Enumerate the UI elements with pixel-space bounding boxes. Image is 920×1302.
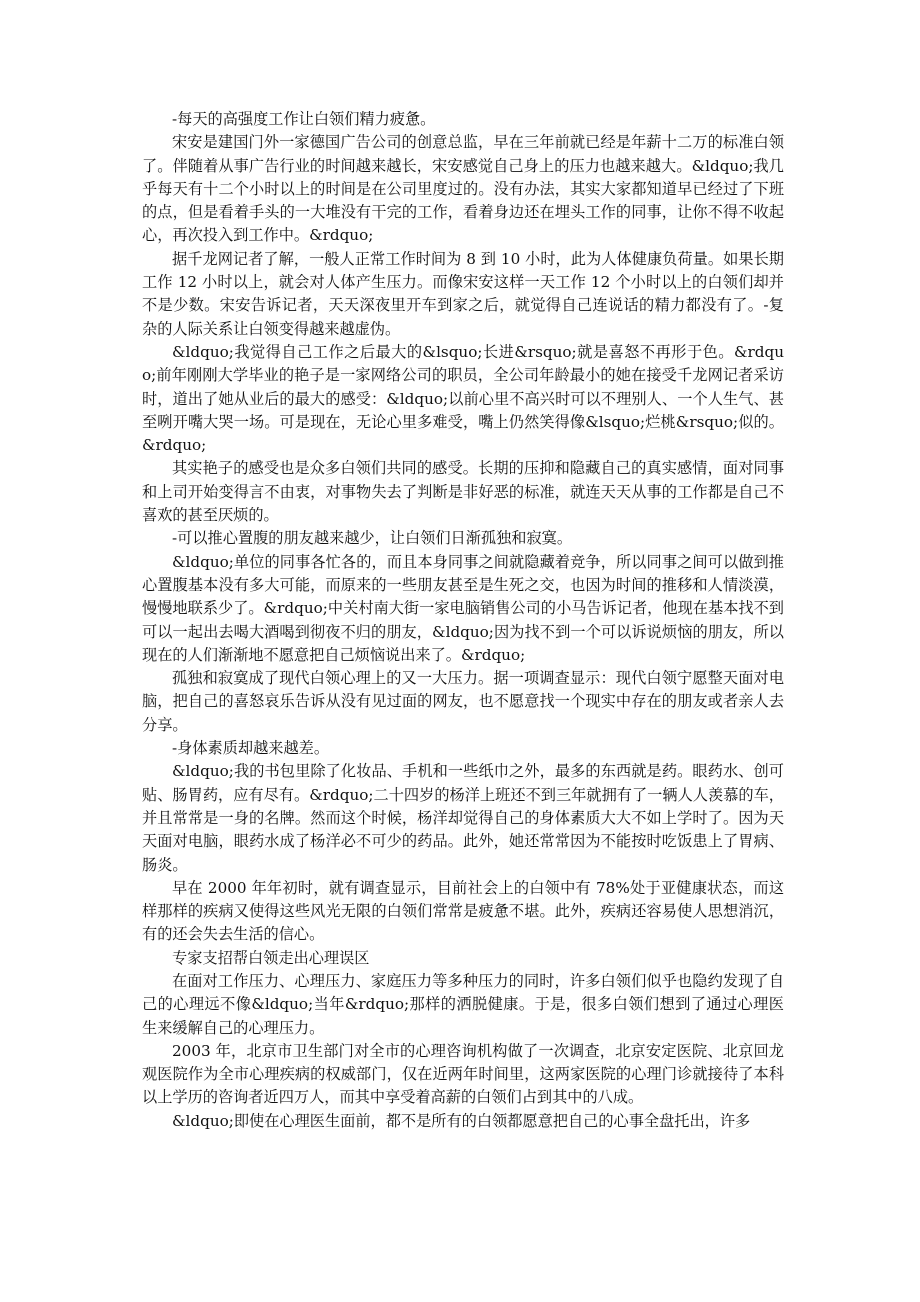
paragraph-8: 孤独和寂寞成了现代白领心理上的又一大压力。据一项调查显示：现代白领宁愿整天面对电脑，把自己的喜怒哀乐告诉从没有见过面的网友，也不愿意找一个现实中存在的朋友或者亲人去分享。 bbox=[142, 669, 784, 734]
document-body bbox=[142, 108, 784, 1133]
paragraph-1: -每天的高强度工作让白领们精力疲惫。 bbox=[172, 110, 436, 128]
paragraph-3: 据千龙网记者了解，一般人正常工作时间为 8 到 10 小时，此为人体健康负荷量。如果长期工作 12 小时以上，就会对人体产生压力。而像宋安这样一天工作 12 个小时以上的白领们却并不是少数。宋安告诉记者，天天深夜里开车到家之后，就觉得自己连说话的精力都没有了。-复杂的人际关系让白领变得越来越虚伪。 bbox=[142, 249, 784, 338]
section-heading-friends: -可以推心置腹的朋友越来越少，让白领们日渐孤独和寂寞。 bbox=[172, 529, 573, 548]
paragraph-4: &ldquo;我觉得自己工作之后最大的&lsquo;长进&rsquo;就是喜怒不再形于色。&rdquo;前年刚刚大学毕业的艳子是一家网络公司的职员，全公司年龄最小的她在接受千龙网记者采访时，道出了她从业后的最大的感受：&ldquo;以前心里不高兴时可以不理别人、一个人生气、甚至咧开嘴大哭一场。可是现在，无论心里多难受，嘴上仍然笑得像&lsquo;烂桃&rsquo;似的。&rdquo; bbox=[142, 342, 784, 455]
paragraph-15: &ldquo;即使在心理医生面前，都不是所有的白领都愿意把自己的心事全盘托出，许多 bbox=[172, 1111, 751, 1130]
paragraph-14: 2003 年，北京市卫生部门对全市的心理咨询机构做了一次调查，北京安定医院、北京回龙观医院作为全市心理疾病的权威部门，仅在近两年时间里，这两家医院的心理门诊就接待了本科以上学历的咨询者近四万人，而其中享受着高薪的白领们占到其中的八成。 bbox=[142, 1041, 784, 1107]
paragraph-11: 早在 2000 年年初时，就有调查显示，目前社会上的白领中有 78%处于亚健康状态，而这样那样的疾病又使得这些风光无限的白领们常常是疲惫不堪。此外，疾病还容易使人思想消沉，有的还会失去生活的信心。 bbox=[142, 878, 784, 944]
paragraph-7: &ldquo;单位的同事各忙各的，而且本身同事之间就隐藏着竞争，所以同事之间可以做到推心置腹基本没有多大可能，而原来的一些朋友甚至是生死之交，也因为时间的推移和人情淡漠，慢慢地联系少了。&rdquo;中关村南大街一家电脑销售公司的小马告诉记者，他现在基本找不到可以一起出去喝大酒喝到彻夜不归的朋友，&ldquo;因为找不到一个可以诉说烦恼的朋友，所以现在的人们渐渐地不愿意把自己烦恼说出来了。&rdquo; bbox=[142, 552, 784, 664]
section-heading-experts: 专家支招帮白领走出心理误区 bbox=[172, 948, 370, 967]
paragraph-5: 其实艳子的感受也是众多白领们共同的感受。长期的压抑和隐藏自己的真实感情，面对同事和上司开始变得言不由衷，对事物失去了判断是非好恶的标准，就连天天从事的工作都是自己不喜欢的甚至厌烦的。 bbox=[142, 459, 784, 525]
paragraph-2: 宋安是建国门外一家德国广告公司的创意总监，早在三年前就已经是年薪十二万的标准白领了。伴随着从事广告行业的时间越来越长，宋安感觉自己身上的压力也越来越大。&ldquo;我几乎每天有十二个小时以上的时间是在公司里度过的。没有办法，其实大家都知道早已经过了下班的点，但是看着手头的一大堆没有干完的工作，看着身边还在埋头工作的同事，让你不得不收起心，再次投入到工作中。&rdquo; bbox=[142, 133, 784, 245]
paragraph-10: &ldquo;我的书包里除了化妆品、手机和一些纸巾之外，最多的东西就是药。眼药水、创可贴、肠胃药，应有尽有。&rdquo;二十四岁的杨洋上班还不到三年就拥有了一辆人人羡慕的车，并且常常是一身的名牌。然而这个时候，杨洋却觉得自己的身体素质大大不如上学时了。因为天天面对电脑，眼药水成了杨洋必不可少的药品。此外，她还常常因为不能按时吃饭患上了胃病、肠炎。 bbox=[142, 762, 784, 874]
section-heading-health: -身体素质却越来越差。 bbox=[172, 739, 330, 758]
paragraph-13: 在面对工作压力、心理压力、家庭压力等多种压力的同时，许多白领们似乎也隐约发现了自己的心理远不像&ldquo;当年&rdquo;那样的洒脱健康。于是，很多白领们想到了通过心理医生来缓解自己的心理压力。 bbox=[142, 971, 784, 1037]
